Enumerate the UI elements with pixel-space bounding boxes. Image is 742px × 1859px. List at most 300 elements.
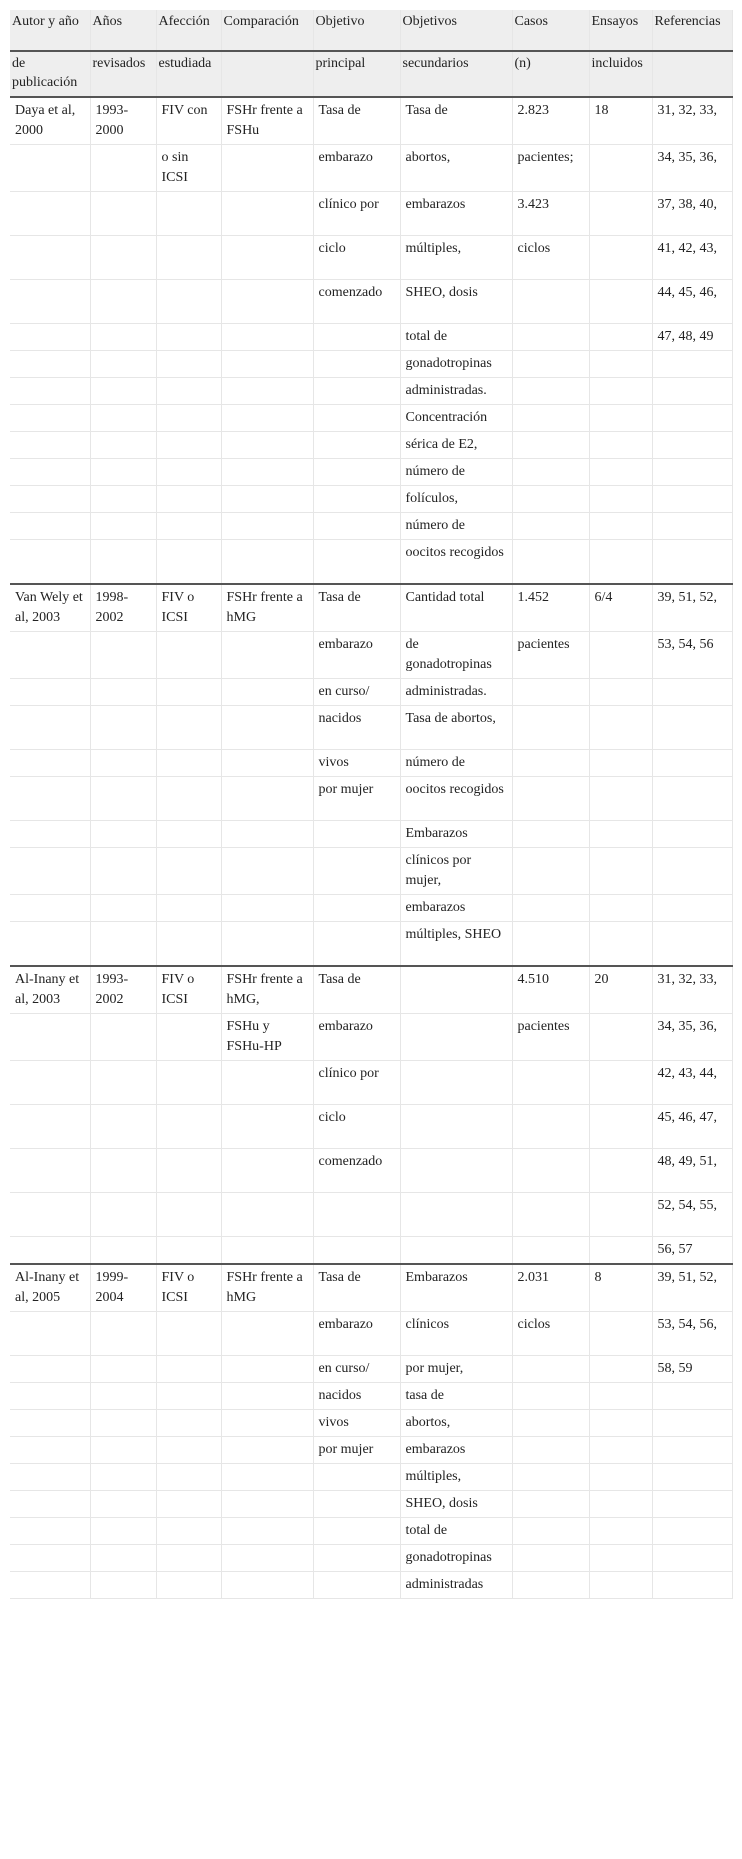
table-cell <box>221 145 313 192</box>
table-cell <box>10 1437 90 1464</box>
table-cell <box>221 1061 313 1105</box>
table-cell <box>589 1545 652 1572</box>
header-cell <box>221 51 313 97</box>
header-cell: Comparación <box>221 10 313 51</box>
table-cell <box>90 540 156 585</box>
table-cell <box>589 848 652 895</box>
table-row <box>10 459 732 486</box>
table-container <box>10 10 732 1599</box>
table-cell: clínicos <box>400 1312 512 1356</box>
table-cell <box>589 1312 652 1356</box>
table-cell <box>156 750 221 777</box>
table-cell <box>313 1572 400 1599</box>
table-cell <box>652 540 732 585</box>
table-cell <box>589 192 652 236</box>
table-cell: 31, 32, 33, <box>652 97 732 145</box>
table-cell: 2.031 <box>512 1264 589 1312</box>
table-cell <box>652 1437 732 1464</box>
table-cell <box>313 895 400 922</box>
table-cell <box>10 1383 90 1410</box>
table-cell: 1998-2002 <box>90 584 156 632</box>
table-cell: en curso/ <box>313 679 400 706</box>
table-cell <box>313 1518 400 1545</box>
table-cell <box>10 1572 90 1599</box>
table-row <box>10 192 732 236</box>
table-cell <box>512 1437 589 1464</box>
table-cell <box>10 679 90 706</box>
table-cell <box>156 679 221 706</box>
table-cell <box>10 192 90 236</box>
table-cell <box>156 1545 221 1572</box>
table-cell <box>90 1518 156 1545</box>
table-cell <box>90 236 156 280</box>
table-cell: ciclo <box>313 236 400 280</box>
table-cell: Al-Inany et al, 2005 <box>10 1264 90 1312</box>
header-cell: Objetivos <box>400 10 512 51</box>
table-cell <box>512 1464 589 1491</box>
table-cell: FSHr frente a hMG, <box>221 966 313 1014</box>
table-cell <box>221 1545 313 1572</box>
table-cell <box>10 1518 90 1545</box>
table-cell <box>156 1014 221 1061</box>
table-cell <box>512 1518 589 1545</box>
table-cell <box>589 1014 652 1061</box>
table-cell <box>90 280 156 324</box>
table-cell <box>589 1491 652 1518</box>
table-cell <box>652 777 732 821</box>
table-cell <box>313 459 400 486</box>
table-cell <box>90 922 156 967</box>
table-cell <box>10 1105 90 1149</box>
table-cell <box>221 1410 313 1437</box>
table-cell <box>589 922 652 967</box>
table-cell <box>156 280 221 324</box>
table-cell <box>221 1312 313 1356</box>
table-row <box>10 1545 732 1572</box>
table-cell <box>156 192 221 236</box>
table-cell <box>221 405 313 432</box>
table-row <box>10 1014 732 1061</box>
table-cell: Daya et al, 2000 <box>10 97 90 145</box>
table-cell <box>313 1545 400 1572</box>
header-cell: Afección <box>156 10 221 51</box>
table-cell <box>10 706 90 750</box>
header-cell: estudiada <box>156 51 221 97</box>
table-row <box>10 1105 732 1149</box>
table-cell: sérica de E2, <box>400 432 512 459</box>
table-cell <box>10 750 90 777</box>
table-cell: 3.423 <box>512 192 589 236</box>
table-row <box>10 895 732 922</box>
table-cell <box>512 1383 589 1410</box>
table-cell <box>221 540 313 585</box>
table-cell <box>156 378 221 405</box>
table-cell <box>156 1356 221 1383</box>
table-cell: clínicos por mujer, <box>400 848 512 895</box>
table-cell <box>10 1312 90 1356</box>
table-cell: por mujer, <box>400 1356 512 1383</box>
table-cell <box>589 895 652 922</box>
table-cell: 1999-2004 <box>90 1264 156 1312</box>
table-cell <box>313 848 400 895</box>
table-cell <box>512 1149 589 1193</box>
table-cell: pacientes <box>512 632 589 679</box>
table-cell <box>400 966 512 1014</box>
table-cell <box>512 895 589 922</box>
table-cell <box>10 513 90 540</box>
table-cell <box>400 1237 512 1265</box>
table-cell <box>221 351 313 378</box>
table-cell: en curso/ <box>313 1356 400 1383</box>
table-cell <box>90 459 156 486</box>
table-row <box>10 378 732 405</box>
table-row <box>10 432 732 459</box>
table-cell <box>221 1383 313 1410</box>
table-cell <box>313 922 400 967</box>
table-cell <box>156 922 221 967</box>
table-cell <box>221 1193 313 1237</box>
table-cell <box>313 432 400 459</box>
table-cell <box>589 486 652 513</box>
table-cell: clínico por <box>313 192 400 236</box>
table-cell <box>10 540 90 585</box>
table-cell <box>156 1437 221 1464</box>
table-cell <box>589 540 652 585</box>
header-row-1 <box>10 10 732 51</box>
table-cell <box>652 1518 732 1545</box>
table-row <box>10 486 732 513</box>
table-cell: de gonadotropinas <box>400 632 512 679</box>
table-cell <box>313 1464 400 1491</box>
table-cell <box>156 1464 221 1491</box>
table-cell: 1.452 <box>512 584 589 632</box>
table-cell <box>10 1149 90 1193</box>
table-cell <box>221 821 313 848</box>
table-cell <box>156 405 221 432</box>
table-cell <box>652 1464 732 1491</box>
table-cell <box>156 848 221 895</box>
table-row <box>10 1061 732 1105</box>
table-cell <box>10 432 90 459</box>
table-cell <box>90 1105 156 1149</box>
table-cell <box>589 1105 652 1149</box>
table-cell: ciclos <box>512 236 589 280</box>
table-cell: embarazo <box>313 1014 400 1061</box>
table-cell: Cantidad total <box>400 584 512 632</box>
table-cell <box>512 1545 589 1572</box>
table-cell <box>512 1572 589 1599</box>
table-cell: tasa de <box>400 1383 512 1410</box>
table-cell <box>512 1410 589 1437</box>
table-cell <box>10 1193 90 1237</box>
table-cell: vivos <box>313 750 400 777</box>
table-cell <box>156 1383 221 1410</box>
table-cell <box>221 513 313 540</box>
table-cell <box>313 1193 400 1237</box>
table-cell <box>589 1149 652 1193</box>
table-cell <box>221 378 313 405</box>
table-cell <box>221 706 313 750</box>
table-cell: Concentración <box>400 405 512 432</box>
table-cell: número de <box>400 513 512 540</box>
table-cell <box>512 777 589 821</box>
table-row <box>10 1237 732 1265</box>
table-cell: por mujer <box>313 777 400 821</box>
table-cell <box>652 706 732 750</box>
table-cell <box>512 405 589 432</box>
table-cell <box>156 486 221 513</box>
table-cell <box>512 1105 589 1149</box>
table-cell <box>156 895 221 922</box>
table-cell: múltiples, <box>400 236 512 280</box>
table-cell: 39, 51, 52, <box>652 1264 732 1312</box>
table-cell: Embarazos <box>400 821 512 848</box>
table-cell <box>512 922 589 967</box>
table-cell <box>221 1572 313 1599</box>
table-cell: por mujer <box>313 1437 400 1464</box>
table-cell <box>313 405 400 432</box>
table-cell <box>652 378 732 405</box>
table-cell <box>10 777 90 821</box>
table-cell <box>221 192 313 236</box>
table-cell <box>589 432 652 459</box>
table-cell: pacientes; <box>512 145 589 192</box>
table-cell: abortos, <box>400 1410 512 1437</box>
table-cell: FSHr frente a hMG <box>221 1264 313 1312</box>
table-cell <box>10 1014 90 1061</box>
table-cell: oocitos recogidos <box>400 777 512 821</box>
table-row <box>10 1383 732 1410</box>
table-cell: 18 <box>589 97 652 145</box>
table-cell <box>221 1491 313 1518</box>
table-cell <box>589 679 652 706</box>
table-row <box>10 97 732 145</box>
table-cell <box>156 324 221 351</box>
table-cell <box>652 1572 732 1599</box>
table-cell <box>90 750 156 777</box>
table-row <box>10 1193 732 1237</box>
table-cell <box>90 486 156 513</box>
header-cell: Años <box>90 10 156 51</box>
table-cell <box>90 1312 156 1356</box>
table-body <box>10 10 732 1599</box>
table-cell: embarazos <box>400 895 512 922</box>
header-cell: Ensayos <box>589 10 652 51</box>
table-cell <box>90 821 156 848</box>
table-cell <box>221 750 313 777</box>
table-cell: FSHr frente a FSHu <box>221 97 313 145</box>
table-cell <box>652 513 732 540</box>
table-cell <box>90 1237 156 1265</box>
table-cell <box>90 1464 156 1491</box>
meta-analysis-table <box>10 10 733 1599</box>
table-cell <box>90 1014 156 1061</box>
table-row <box>10 821 732 848</box>
table-cell <box>512 280 589 324</box>
table-cell <box>313 324 400 351</box>
table-cell: 1993-2000 <box>90 97 156 145</box>
table-row <box>10 1356 732 1383</box>
table-cell: gonadotropinas <box>400 1545 512 1572</box>
table-cell: Van Wely et al, 2003 <box>10 584 90 632</box>
table-cell: Al-Inany et al, 2003 <box>10 966 90 1014</box>
table-row <box>10 513 732 540</box>
table-cell <box>313 351 400 378</box>
table-cell: 20 <box>589 966 652 1014</box>
table-cell <box>652 405 732 432</box>
table-cell <box>10 405 90 432</box>
table-cell <box>156 821 221 848</box>
table-cell: nacidos <box>313 706 400 750</box>
table-cell <box>589 1237 652 1265</box>
table-cell: folículos, <box>400 486 512 513</box>
table-cell <box>652 1545 732 1572</box>
table-cell <box>652 1491 732 1518</box>
table-cell <box>313 513 400 540</box>
table-cell <box>221 895 313 922</box>
table-cell <box>589 1383 652 1410</box>
table-cell <box>221 1356 313 1383</box>
table-cell <box>221 236 313 280</box>
table-cell: embarazo <box>313 145 400 192</box>
table-cell <box>10 236 90 280</box>
table-cell <box>90 192 156 236</box>
table-cell <box>589 750 652 777</box>
header-row-2 <box>10 51 732 97</box>
table-cell <box>589 1410 652 1437</box>
table-cell: 56, 57 <box>652 1237 732 1265</box>
table-row <box>10 706 732 750</box>
table-cell: número de <box>400 750 512 777</box>
table-cell <box>652 821 732 848</box>
table-cell <box>652 1383 732 1410</box>
table-row <box>10 1572 732 1599</box>
table-cell: Tasa de <box>313 97 400 145</box>
table-cell <box>90 324 156 351</box>
table-cell <box>156 236 221 280</box>
table-row <box>10 145 732 192</box>
table-cell <box>90 378 156 405</box>
table-cell <box>512 848 589 895</box>
table-cell <box>400 1061 512 1105</box>
table-cell <box>10 280 90 324</box>
table-row <box>10 966 732 1014</box>
table-cell: 37, 38, 40, <box>652 192 732 236</box>
table-cell <box>10 1237 90 1265</box>
table-cell <box>512 1193 589 1237</box>
table-cell <box>221 1464 313 1491</box>
table-cell: 42, 43, 44, <box>652 1061 732 1105</box>
header-cell: principal <box>313 51 400 97</box>
table-cell: FIV o ICSI <box>156 584 221 632</box>
table-cell <box>90 679 156 706</box>
table-cell: SHEO, dosis <box>400 1491 512 1518</box>
table-row <box>10 405 732 432</box>
table-cell <box>10 632 90 679</box>
table-cell <box>589 236 652 280</box>
table-cell: embarazos <box>400 1437 512 1464</box>
table-cell <box>512 459 589 486</box>
table-cell: Tasa de abortos, <box>400 706 512 750</box>
table-cell: nacidos <box>313 1383 400 1410</box>
table-cell <box>156 459 221 486</box>
table-cell: 39, 51, 52, <box>652 584 732 632</box>
table-cell: Embarazos <box>400 1264 512 1312</box>
table-cell: total de <box>400 324 512 351</box>
table-cell <box>512 351 589 378</box>
table-row <box>10 922 732 967</box>
table-cell: FIV o ICSI <box>156 1264 221 1312</box>
table-row <box>10 1464 732 1491</box>
table-cell <box>400 1105 512 1149</box>
table-cell <box>90 513 156 540</box>
table-cell <box>313 821 400 848</box>
table-cell <box>589 513 652 540</box>
table-cell <box>313 540 400 585</box>
table-cell <box>10 378 90 405</box>
table-cell: FIV o ICSI <box>156 966 221 1014</box>
table-cell <box>156 432 221 459</box>
table-cell: 48, 49, 51, <box>652 1149 732 1193</box>
table-cell: oocitos recogidos <box>400 540 512 585</box>
table-row <box>10 1149 732 1193</box>
table-cell <box>221 1237 313 1265</box>
table-cell <box>156 351 221 378</box>
table-cell: pacientes <box>512 1014 589 1061</box>
table-cell <box>156 777 221 821</box>
table-cell <box>10 1464 90 1491</box>
table-cell <box>10 351 90 378</box>
table-cell <box>156 1410 221 1437</box>
table-cell <box>512 750 589 777</box>
table-cell <box>221 679 313 706</box>
table-cell <box>652 750 732 777</box>
table-cell <box>90 1149 156 1193</box>
table-cell: embarazo <box>313 632 400 679</box>
table-cell: vivos <box>313 1410 400 1437</box>
table-cell: embarazo <box>313 1312 400 1356</box>
table-cell <box>652 679 732 706</box>
table-cell <box>156 1105 221 1149</box>
table-cell: comenzado <box>313 1149 400 1193</box>
table-cell: ciclos <box>512 1312 589 1356</box>
table-cell <box>90 405 156 432</box>
table-cell <box>589 351 652 378</box>
table-cell <box>221 922 313 967</box>
table-cell <box>156 1312 221 1356</box>
table-row <box>10 1264 732 1312</box>
table-cell <box>512 540 589 585</box>
header-cell: revisados <box>90 51 156 97</box>
table-cell: FSHr frente a hMG <box>221 584 313 632</box>
table-cell <box>10 1061 90 1105</box>
table-cell <box>10 486 90 513</box>
header-cell: incluidos <box>589 51 652 97</box>
table-cell <box>156 1193 221 1237</box>
table-cell: o sin ICSI <box>156 145 221 192</box>
table-cell <box>400 1014 512 1061</box>
table-cell <box>90 777 156 821</box>
table-cell: 45, 46, 47, <box>652 1105 732 1149</box>
table-cell: Tasa de <box>313 584 400 632</box>
table-row <box>10 351 732 378</box>
table-cell <box>90 1356 156 1383</box>
table-cell <box>313 1491 400 1518</box>
table-cell <box>156 706 221 750</box>
header-cell: secundarios <box>400 51 512 97</box>
table-cell <box>156 1149 221 1193</box>
table-row <box>10 540 732 585</box>
